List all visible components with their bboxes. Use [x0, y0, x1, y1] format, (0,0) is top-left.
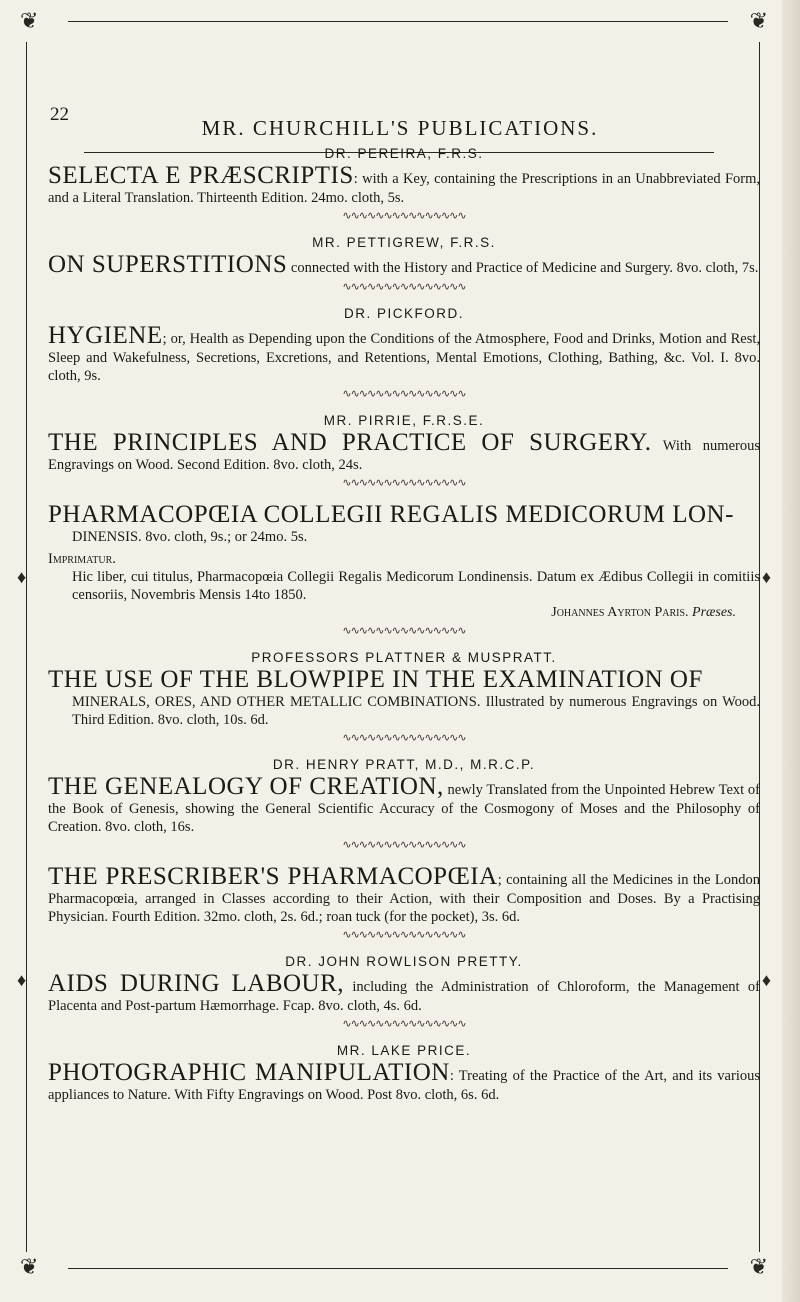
entry-title: THE PRINCIPLES AND PRACTICE OF SURGERY. [48, 429, 652, 456]
entry-author: PROFESSORS PLATTNER & MUSPRATT. [251, 650, 557, 665]
entry-author: MR. PIRRIE, F.R.S.E. [323, 413, 485, 428]
divider: ∿∿∿∿∿∿∿∿∿∿∿∿∿∿∿ [342, 281, 466, 293]
signature-name: Johannes Ayrton Paris. [551, 605, 689, 620]
entry-author: MR. PETTIGREW, F.R.S. [312, 235, 496, 250]
entry-description: connected with the History and Practice of Medicine and Surgery. 8vo. cloth, 7s. [287, 260, 759, 276]
entry-description: : Treating of the Practice of the Art, and its various appliances to Nature. With Fifty Engravings on Wood. Post 8vo. cloth, 6s. 6d. [48, 1068, 760, 1103]
entry-description: including the Administration of Chloroform, the Management of Placenta and Post-partum Hæmorrhage. Fcap. 8vo. cloth, 4s. 6d. [48, 979, 760, 1014]
list-item [48, 864, 760, 940]
list-item [48, 650, 760, 743]
entry-title: THE USE OF THE BLOWPIPE IN THE EXAMINATION OF [48, 666, 703, 693]
entry-author: DR. PEREIRA, F.R.S. [324, 146, 484, 161]
entry-description: newly Translated from the Unpointed Hebrew Text of the Book of Genesis, showing the General Scientific Accuracy of the Cosmogony of Moses and the Philosophy of Creation. 8vo. cloth, 16s. [48, 782, 760, 835]
side-ornament-icon: ♦ [17, 970, 27, 990]
page-number: 22 [50, 104, 69, 125]
entry-title: AIDS DURING LABOUR, [48, 970, 345, 997]
entry-author: DR. PICKFORD. [343, 306, 464, 321]
latin-text: Hic liber, cui titulus, Pharmacopœia Collegii Regalis Medicorum Londinensis. Datum ex Ædibus Collegii in comitiis censoriis, Novembris Mensis 14to 1850. [72, 569, 760, 603]
side-ornament-icon: ♦ [761, 567, 771, 587]
divider: ∿∿∿∿∿∿∿∿∿∿∿∿∿∿∿ [342, 477, 466, 489]
entry-title: SELECTA E PRÆSCRIPTIS [48, 162, 354, 189]
divider: ∿∿∿∿∿∿∿∿∿∿∿∿∿∿∿ [342, 388, 466, 400]
divider: ∿∿∿∿∿∿∿∿∿∿∿∿∿∿∿ [342, 210, 466, 222]
list-item [48, 757, 760, 850]
divider: ∿∿∿∿∿∿∿∿∿∿∿∿∿∿∿ [342, 732, 466, 744]
entry-author: DR. JOHN ROWLISON PRETTY. [285, 954, 523, 969]
divider: ∿∿∿∿∿∿∿∿∿∿∿∿∿∿∿ [342, 1018, 466, 1030]
entry-description: : with a Key, containing the Prescriptions in an Unabbreviated Form, and a Literal Translation. Thirteenth Edition. 24mo. cloth, 5s. [48, 171, 760, 206]
list-item [48, 235, 760, 292]
divider: ∿∿∿∿∿∿∿∿∿∿∿∿∿∿∿ [342, 929, 466, 941]
list-item [48, 413, 760, 488]
running-title: MR. CHURCHILL'S PUBLICATIONS. [201, 116, 599, 140]
list-item [48, 954, 760, 1029]
top-rule [68, 21, 728, 22]
publication-list [48, 146, 760, 1118]
entry-description: DINENSIS. 8vo. cloth, 9s.; or 24mo. 5s. [72, 529, 308, 545]
corner-ornament-icon: ❦ [20, 1254, 39, 1279]
divider: ∿∿∿∿∿∿∿∿∿∿∿∿∿∿∿ [342, 625, 466, 637]
entry-title: THE GENEALOGY OF CREATION, [48, 773, 444, 800]
entry-title: PHOTOGRAPHIC MANIPULATION [48, 1059, 450, 1086]
entry-author: DR. HENRY PRATT, M.D., M.R.C.P. [272, 757, 536, 772]
entry-title: THE PRESCRIBER'S PHARMACOPŒIA [48, 863, 498, 890]
entry-description: MINERALS, ORES, AND OTHER METALLIC COMBINATIONS. Illustrated by numerous Engravings on Wood. Third Edition. 8vo. cloth, 10s. 6d. [72, 694, 760, 728]
corner-ornament-icon: ❦ [20, 8, 39, 33]
entry-description: ; or, Health as Depending upon the Conditions of the Atmosphere, Food and Drinks, Motion and Rest, Sleep and Wakefulness, Secretions, Excretions, and Retentions, Mental Emotions, Clothing, Bathing, &c. Vol. I. 8vo. cloth, 9s. [48, 331, 760, 384]
entry-description: ; containing all the Medicines in the London Pharmacopœia, arranged in Classes according to their Action, with their Composition and Doses. By a Practising Physician. Fourth Edition. 32mo. cloth, 2s. 6d.; roan tuck (for the pocket), 3s. 6d. [48, 872, 761, 925]
entry-description: With numerous Engravings on Wood. Second Edition. 8vo. cloth, 24s. [48, 438, 760, 473]
entry-author: MR. LAKE PRICE. [336, 1043, 472, 1058]
corner-ornament-icon: ❦ [749, 8, 768, 33]
signature-line [48, 604, 760, 622]
divider: ∿∿∿∿∿∿∿∿∿∿∿∿∿∿∿ [342, 839, 466, 851]
list-item [48, 146, 760, 221]
side-ornament-icon: ♦ [17, 567, 27, 587]
entry-title: ON SUPERSTITIONS [48, 251, 288, 278]
left-border [26, 42, 27, 1252]
imprimatur-label: Imprimatur. [48, 551, 116, 567]
signature-role: Præses. [692, 605, 736, 620]
bottom-rule [68, 1268, 728, 1269]
entry-title: PHARMACOPŒIA COLLEGII REGALIS MEDICORUM LON- [48, 501, 734, 528]
list-item [48, 306, 760, 399]
list-item [48, 1043, 760, 1104]
side-ornament-icon: ♦ [761, 970, 771, 990]
page-edge [782, 0, 800, 1302]
corner-ornament-icon: ❦ [749, 1254, 768, 1279]
entry-title: HYGIENE [48, 322, 163, 349]
list-item [48, 502, 760, 636]
